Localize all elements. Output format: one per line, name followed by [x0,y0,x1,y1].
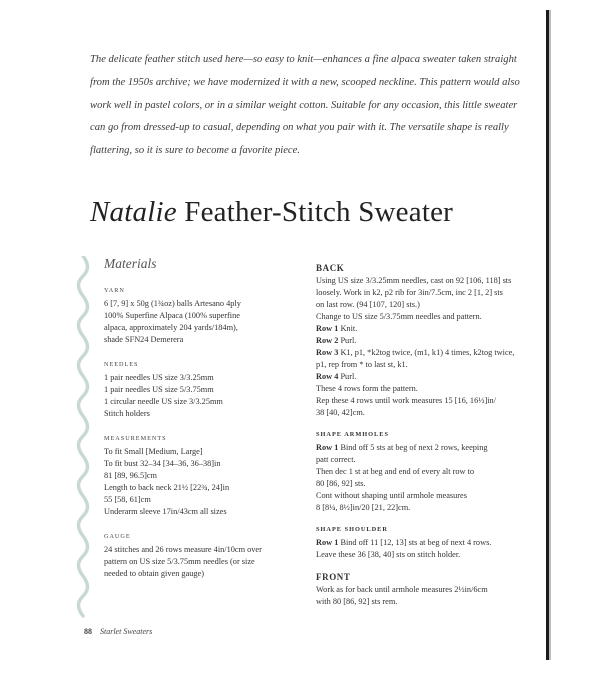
row-text: Knit. [340,324,358,333]
page-footer [84,627,152,636]
measurements-line: To fit Small [Medium, Large] [104,447,203,456]
needles-section [104,359,289,420]
yarn-line: alpaca, approximately 204 yards/184m), [104,323,238,332]
page-edge-shadow [549,10,551,660]
yarn-line: 6 [7, 9] x 50g (1¾oz) balls Artesano 4ply [104,299,241,308]
back-row-2 [316,335,541,347]
page-number: 88 [84,627,92,636]
armholes-line: patt correct. [316,455,356,464]
row-label: Row 2 [316,336,339,345]
front-line: with 80 [86, 92] sts rem. [316,597,398,606]
materials-heading: Materials [104,256,157,271]
back-line: Change to US size 5/3.75mm needles and pattern. [316,312,482,321]
front-section [316,571,541,608]
intro-paragraph [90,49,530,163]
armholes-line: Cont without shaping until armhole measures [316,491,467,500]
gauge-line: 24 stitches and 26 rows measure 4in/10cm over [104,545,262,554]
front-heading: FRONT [316,572,351,582]
row-label: Row 1 [316,324,339,333]
back-row-1 [316,323,541,335]
row-text: Purl. [340,336,357,345]
armholes-line: Then dec 1 st at beg and end of every alt row to [316,467,475,476]
back-line: loosely. Work in k2, p2 rib for 3in/7.5cm, inc 2 [1, 2] sts [316,288,503,297]
armholes-line: 8 [8¼, 8½]in/20 [21, 22]cm. [316,503,411,512]
title-italic: Natalie [90,196,177,228]
needles-line: Stitch holders [104,409,150,418]
needles-label: NEEDLES [104,361,139,368]
back-row-3-cont: p1, rep from * to last st, k1. [316,360,408,369]
intro-text: The delicate feather stitch used here—so easy to knit—enhances a fine alpaca sweater taken straight from the 1950s archive; we have modernized it with a new, scooped neckline. This pattern would also work well in pastel colors, or in a similar weight cotton. Suitable for any occasion, this little sweater can go from dressed-up to casual, depending on what you pair with it. The versatile shape is really flattering, so it is sure to become a favorite piece. [90,54,520,157]
gauge-label: GAUGE [104,533,131,540]
back-line: on last row. (94 [107, 120] sts.) [316,300,420,309]
feather-stitch-ornament [74,256,94,626]
back-line: Rep these 4 rows until work measures 15 [16, 16½]in/ [316,396,496,405]
back-section [316,262,541,419]
measurements-line: Length to back neck 21½ [22¾, 24]in [104,483,230,492]
back-line: These 4 rows form the pattern. [316,384,418,393]
shape-armholes-section [316,429,541,514]
book-title: Starlet Sweaters [100,627,153,636]
back-row-4 [316,371,541,383]
yarn-line: shade SFN24 Demerera [104,335,184,344]
instructions-column [316,262,541,618]
back-line: 38 [40, 42]cm. [316,408,365,417]
measurements-label: MEASUREMENTS [104,435,167,442]
row-label: Row 1 [316,538,339,547]
row-label: Row 1 [316,443,339,452]
shape-shoulder-heading: SHAPE SHOULDER [316,526,388,533]
title-rest: Feather-Stitch Sweater [184,196,454,228]
yarn-line: 100% Superfine Alpaca (100% superfine [104,311,240,320]
back-line: Using US size 3/3.25mm needles, cast on 92 [106, 118] sts [316,276,512,285]
armholes-row-1 [316,442,541,454]
pattern-title [90,196,453,229]
needles-line: 1 circular needle US size 3/3.25mm [104,397,223,406]
yarn-section [104,285,289,346]
yarn-label: YARN [104,287,125,294]
shape-armholes-heading: SHAPE ARMHOLES [316,431,389,438]
row-text: Bind off 11 [12, 13] sts at beg of next 4 rows. [340,538,492,547]
row-text: K1, p1, *k2tog twice, (m1, k1) 4 times, k2tog twice, [340,348,515,357]
measurements-section [104,433,289,518]
materials-column [104,258,289,593]
needles-line: 1 pair needles US size 3/3.25mm [104,373,214,382]
row-text: Purl. [340,372,357,381]
back-row-3 [316,347,541,359]
measurements-line: Underarm sleeve 17in/43cm all sizes [104,507,227,516]
gauge-line: pattern on US size 5/3.75mm needles (or size [104,557,255,566]
shoulder-row-1 [316,537,541,549]
gauge-line: needed to obtain given gauge) [104,569,204,578]
measurements-line: 81 [89, 96.5]cm [104,471,157,480]
gauge-section [104,531,289,580]
back-heading: BACK [316,263,345,273]
row-text: Bind off 5 sts at beg of next 2 rows, keeping [340,443,488,452]
needles-line: 1 pair needles US size 5/3.75mm [104,385,214,394]
measurements-line: 55 [58, 61]cm [104,495,151,504]
row-label: Row 4 [316,372,339,381]
measurements-line: To fit bust 32–34 [34–36, 36–38]in [104,459,221,468]
row-label: Row 3 [316,348,339,357]
shoulder-line: Leave these 36 [38, 40] sts on stitch holder. [316,550,461,559]
shape-shoulder-section [316,524,541,561]
armholes-line: 80 [86, 92] sts. [316,479,366,488]
front-line: Work as for back until armhole measures 2½in/6cm [316,585,488,594]
